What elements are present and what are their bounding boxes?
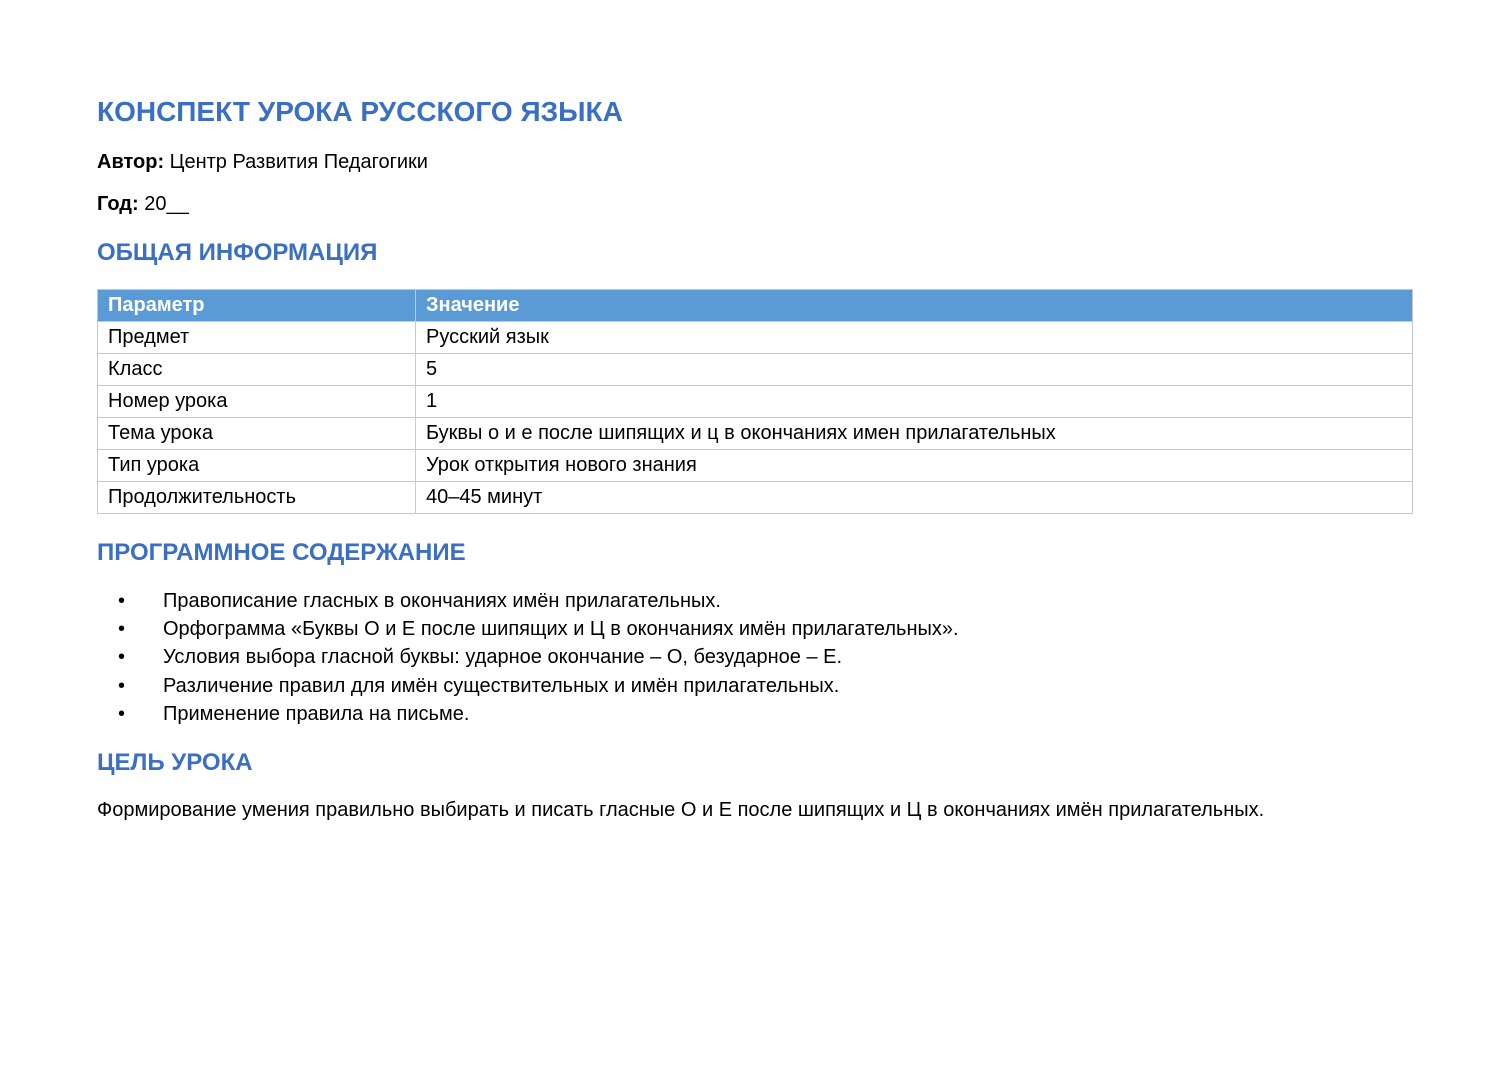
lesson-goal-text: Формирование умения правильно выбирать и писать гласные О и Е после шипящих и Ц в окончаниях имён прилагательных.	[97, 799, 1265, 821]
bullet-icon: •	[118, 590, 126, 612]
list-item-text: Условия выбора гласной буквы: ударное окончание – О, безударное – Е.	[163, 646, 843, 669]
author-label: Автор:	[97, 151, 165, 173]
list-item-text: Правописание гласных в окончаниях имён прилагательных.	[163, 590, 721, 612]
table-cell-value: 40–45 минут	[416, 482, 1413, 514]
table-cell-value: Буквы о и е после шипящих и ц в окончаниях имен прилагательных	[416, 418, 1413, 450]
general-info-heading: ОБЩАЯ ИНФОРМАЦИЯ	[97, 239, 378, 266]
table-header-cell: Значение	[416, 290, 1413, 322]
bullet-icon: •	[118, 702, 126, 725]
table-cell-parameter: Продолжительность	[98, 482, 416, 514]
table-row	[98, 354, 1413, 386]
table-cell-parameter: Номер урока	[98, 386, 416, 418]
table-cell-parameter: Тема урока	[98, 418, 416, 450]
list-item-text: Применение правила на письме.	[163, 702, 470, 725]
list-item	[97, 700, 959, 728]
table-cell-value: Урок открытия нового знания	[416, 450, 1413, 482]
table-header-cell: Параметр	[98, 290, 416, 322]
list-item	[97, 587, 959, 615]
list-item-text: Различение правил для имён существительных и имён прилагательных.	[163, 674, 840, 697]
program-content-list	[97, 587, 959, 728]
lesson-goal-heading: ЦЕЛЬ УРОКА	[97, 749, 253, 776]
list-item-text: Орфограмма «Буквы О и Е после шипящих и Ц в окончаниях имён прилагательных».	[163, 618, 959, 641]
table-cell-parameter: Тип урока	[98, 450, 416, 482]
author-value: Центр Развития Педагогики	[169, 151, 428, 173]
document-title: КОНСПЕКТ УРОКА РУССКОГО ЯЗЫКА	[97, 96, 623, 127]
year-line	[97, 193, 189, 216]
table-cell-value: 1	[416, 386, 1413, 418]
table-row	[98, 322, 1413, 354]
table-cell-value: Русский язык	[416, 322, 1413, 354]
table-row	[98, 386, 1413, 418]
table-cell-value: 5	[416, 354, 1413, 386]
general-info-table	[97, 289, 1413, 514]
table-row	[98, 450, 1413, 482]
table-cell-parameter: Класс	[98, 354, 416, 386]
list-item	[97, 643, 959, 671]
list-item	[97, 672, 959, 700]
program-content-heading: ПРОГРАММНОЕ СОДЕРЖАНИЕ	[97, 539, 466, 566]
year-label: Год:	[97, 193, 139, 215]
table-row	[98, 418, 1413, 450]
bullet-icon: •	[118, 674, 126, 697]
list-item	[97, 615, 959, 643]
bullet-icon: •	[118, 646, 126, 669]
table-row	[98, 482, 1413, 514]
bullet-icon: •	[118, 618, 126, 641]
author-line	[97, 151, 428, 174]
table-cell-parameter: Предмет	[98, 322, 416, 354]
table-header-row	[98, 290, 1413, 322]
year-value: 20__	[144, 193, 189, 215]
